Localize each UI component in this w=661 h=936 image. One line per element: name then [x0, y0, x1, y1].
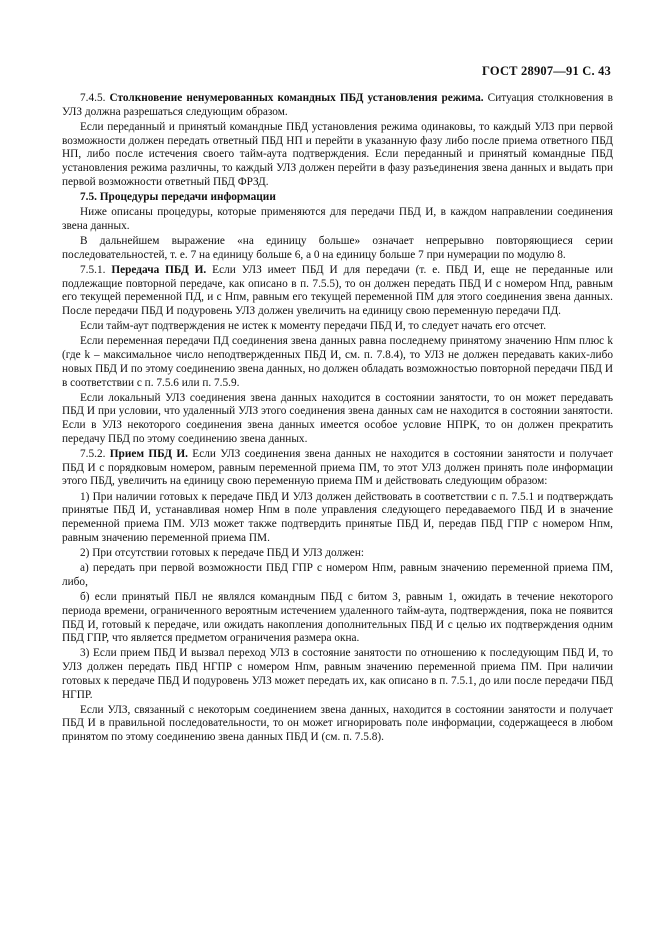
page-header: ГОСТ 28907—91 С. 43 — [482, 64, 611, 78]
document-body — [62, 92, 613, 745]
paragraph-text: Ниже описаны процедуры, которые применяются для передачи ПБД И, в каждом направлении соединения звена данных. — [62, 206, 613, 232]
list-subitem-a: а) передать при первой возможности ПБД ГПР с номером Нпм, равным значению переменной приема ПМ, либо, — [62, 562, 613, 588]
list-item-1: 1) При наличии готовых к передаче ПБД И УЛЗ должен действовать в соответствии с п. 7.5.1 и подтверждать принятые ПБД И, устанавливая номер Нпм в поле управления следующего передаваемого ПБД И в значение переменной приема ПМ. УЛЗ может также подтвердить принятые ПБД И, передав ПБД ГПР с номером Нпм, равным значению переменной приема ПМ. — [62, 490, 613, 544]
paragraph-text: В дальнейшем выражение «на единицу больше» означает непрерывно повторяющиеся серии последовательностей, т. е. 7 на единицу больше 6, а 0 на единицу больше 7 при нумерации по модулю 8. — [62, 235, 613, 261]
paragraph-text: Если тайм-аут подтверждения не истек к моменту передачи ПБД И, то следует начать его отсчет. — [80, 320, 547, 333]
section-number: 7.5.2. — [80, 448, 110, 461]
paragraph-text: Если УЛЗ соединения звена данных не находится в состоянии занятости и получает ПБД И с порядковым номером, равным переменной приема ПМ, то этот УЛЗ должен принять поле информации этого ПБД, увеличить на единицу свою переменную приема ПМ и действовать следующим образом: — [62, 448, 613, 488]
list-item-2: 2) При отсутствии готовых к передаче ПБД И УЛЗ должен: — [80, 547, 365, 559]
paragraph-text: Если переданный и принятый командные ПБД установления режима одинаковы, то каждый УЛЗ при первой возможности должен передать ответный ПБД НП и перейти в указанную фазу либо после приема ответного ПБД НП, либо после истечения своего тайм-аута подтверждения. Если переданный и принятый командные ПБД установления режима различны, то каждый УЛЗ должен перейти в фазу разъединения звена данных и выдать при первой возможности ответный ПБД ФРЗД. — [62, 120, 613, 188]
section-title: Передача ПБД И. — [111, 263, 207, 276]
section-number: 7.5.1. — [80, 263, 112, 276]
list-item-3: 3) Если прием ПБД И вызвал переход УЛЗ в состояние занятости по отношению к последующим ПБД И, то УЛЗ должен передать ПБД НГПР с номером Нпм, равным значению переменной приема ПМ. При наличии готовых к передаче ПБД И подуровень УЛЗ может передать их, как описано в п. 7.5.1, до или после передачи ПБД НГПР. — [62, 647, 613, 701]
section-title: Прием ПБД И. — [109, 448, 188, 461]
paragraph-7-5-2 — [62, 448, 613, 489]
section-heading-7-5: 7.5. Процедуры передачи информации — [80, 190, 276, 203]
section-number: 7.4.5. — [80, 92, 110, 104]
paragraph-text: Если локальный УЛЗ соединения звена данных находится в состоянии занятости, то он может передавать ПБД И при условии, что удаленный УЛЗ этого соединения звена данных сам не находится в состоянии занятости. Если в УЛЗ некоторого соединения звена данных имеется особое условие НПРК, то он должен прекратить передачу ПБД по этому соединению звена данных. — [62, 391, 613, 445]
list-subitem-b: б) если принятый ПБЛ не являлся командным ПБД с битом З, равным 1, ожидать в течение некоторого периода времени, ограниченного вероятным истечением удаленного тайм-аута, подтверждения, пока не появится ПБД И, готовый к передаче, или ожидать накопления дополнительных ПБД И с целью их подтверждения одним ПБД ГПР, что является предметом ограничения размера окна. — [62, 591, 613, 645]
section-title: Столкновение ненумерованных командных ПБД установления режима. — [109, 92, 484, 104]
paragraph-text: Если УЛЗ, связанный с некоторым соединением звена данных, находится в состоянии занятости и получает ПБД И в правильной последовательности, то он может игнорировать поле информации, содержащееся в любом принятом по этому соединению звена данных ПБД И (см. п. 7.5.8). — [62, 703, 613, 744]
paragraph-7-5-1 — [62, 264, 613, 319]
paragraph-text: Если УЛЗ имеет ПБД И для передачи (т. е. ПБД И, еще не переданные или подлежащие повторной передаче, как описано в п. 7.5.5), то он должен передать ПБД И с номером Нпд, равным его текущей переменной ПД, и с Нпм, равным его текущей переменной ПМ для этого соединения звена данных. После передачи ПБД И подуровень УЛЗ должен увеличить на единицу свою переменную передачи ПД. — [62, 263, 613, 318]
paragraph-text: Если переменная передачи ПД соединения звена данных равна последнему принятому значению Нпм плюс k (где k – максимальное число неподтвержденных ПБД И, см. п. 7.8.4), то УЛЗ не должен передавать каких-либо новых ПБД И по этому соединению звена данных, но должен обладать возможностью повторной передачи ПБД И в соответствии с п. 7.5.6 или п. 7.5.9. — [62, 335, 613, 389]
paragraph-text: Ситуация столкновения в УЛЗ должна разрешаться следующим образом. — [62, 92, 613, 118]
paragraph-7-4-5 — [62, 92, 613, 119]
